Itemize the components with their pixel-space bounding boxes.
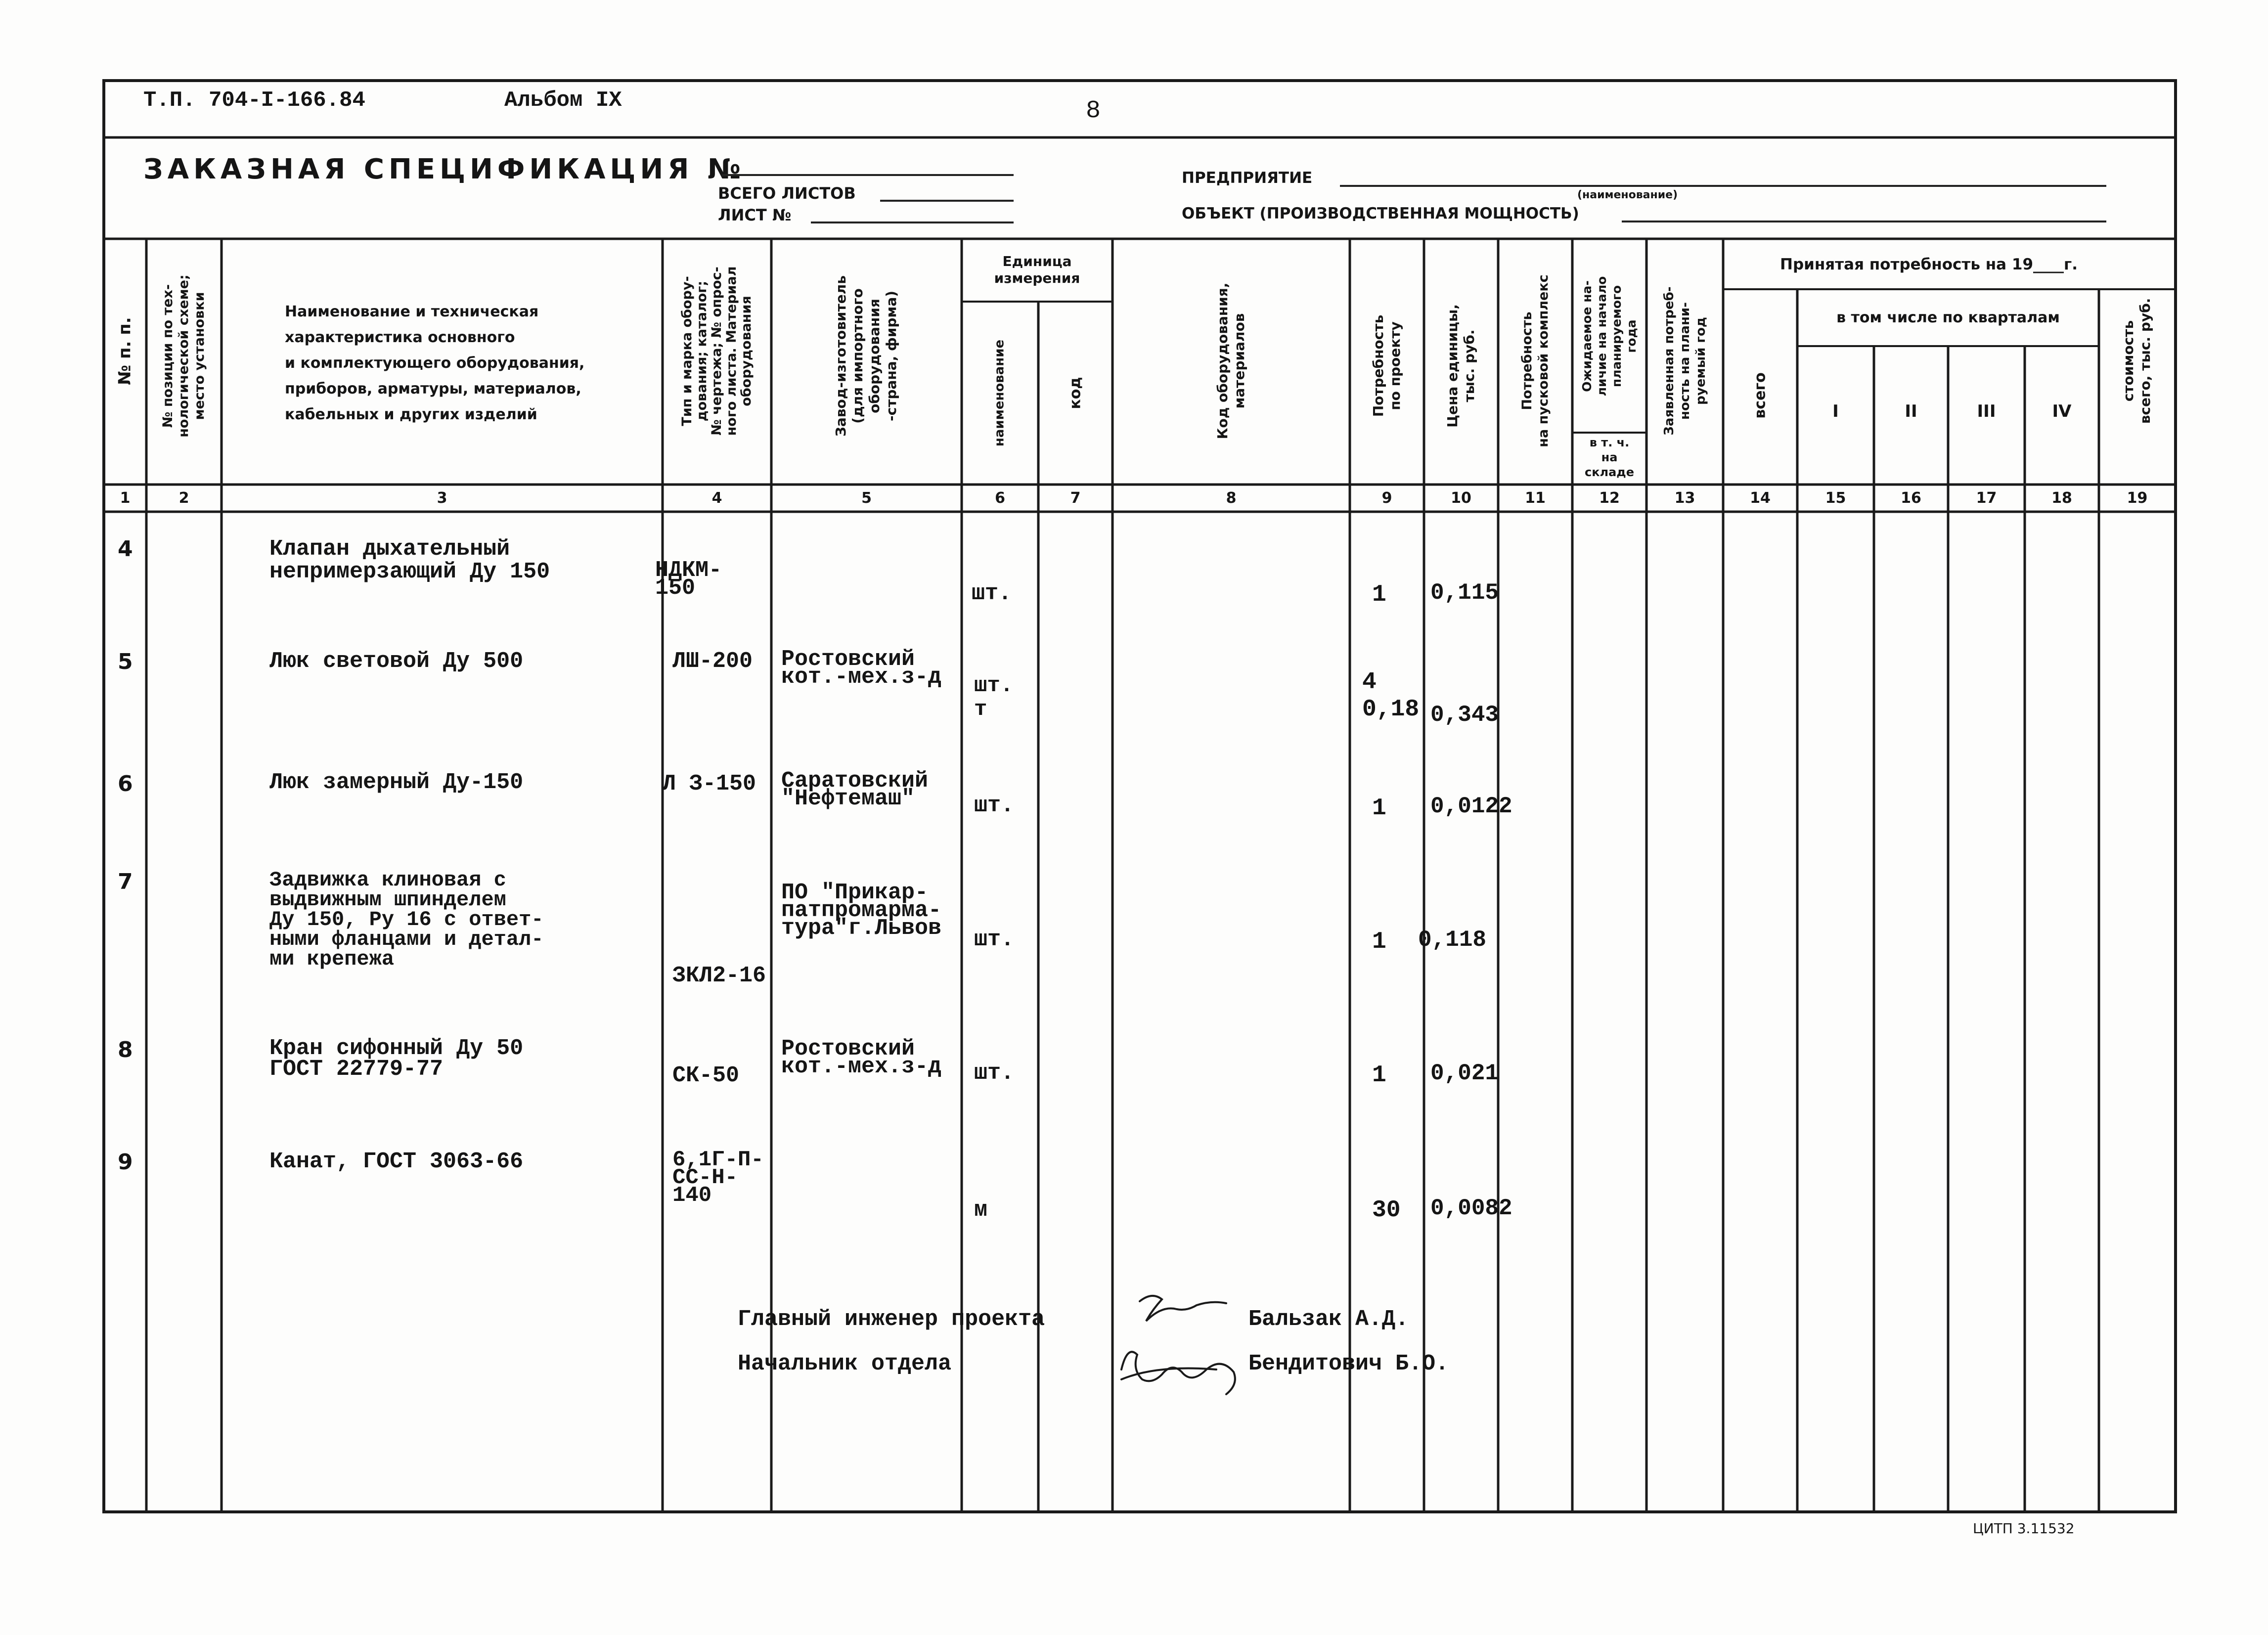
col-number: 12	[1599, 489, 1620, 507]
col-number: 15	[1825, 489, 1846, 507]
col-number: 5	[861, 489, 872, 507]
object-label: ОБЪЕКТ (ПРОИЗВОДСТВЕННАЯ МОЩНОСТЬ)	[1182, 205, 1579, 222]
row-maker: Саратовский "Нефтемаш"	[781, 768, 929, 811]
row-type: Л З-150	[663, 771, 756, 796]
col-number: 17	[1976, 489, 1997, 507]
row-unit: шт. т	[974, 673, 1014, 722]
signature-name: Бендитович Б.О.	[1248, 1351, 1449, 1376]
col-header-1: № п. п.	[115, 317, 135, 385]
col-number: 7	[1070, 489, 1081, 507]
signature-role: Начальник отдела	[738, 1351, 952, 1376]
footer-code: ЦИТП 3.11532	[1973, 1520, 2075, 1537]
col-number: 14	[1750, 489, 1771, 507]
row-qty: 30	[1372, 1197, 1401, 1224]
sheet-label: ЛИСТ №	[718, 206, 792, 224]
col-header-8: Код оборудования, материалов	[1214, 282, 1247, 440]
quarters-group-header: в том числе по кварталам	[1836, 309, 2060, 326]
signature-name: Бальзак А.Д.	[1248, 1307, 1409, 1332]
row-name: Люк световой Ду 500	[269, 649, 524, 674]
col-header-13: Заявленная потреб- ность на плани- руемый год	[1662, 286, 1708, 436]
enterprise-label: ПРЕДПРИЯТИЕ	[1182, 169, 1313, 187]
row-price: 0,021	[1430, 1061, 1499, 1086]
col-number: 2	[178, 489, 189, 507]
unit-group-header: Единица измерения	[994, 253, 1080, 286]
col-header-11: Потребность на пусковой комплекс	[1519, 274, 1551, 447]
accepted-group-header: Принятая потребность на 19____г.	[1780, 256, 2078, 273]
row-number: 6	[118, 771, 133, 796]
col-header-9: Потребность по проекту	[1370, 314, 1403, 417]
page-number: 8	[1086, 97, 1101, 125]
row-price: 0,0122	[1430, 794, 1512, 819]
row-type: СК-50	[672, 1063, 740, 1088]
row-unit: шт.	[974, 1061, 1015, 1086]
col-header-4: Тип и марка обору- дования; каталог; № чертежа; № опрос- ного листа. Материал оборудования	[679, 266, 754, 436]
row-unit: м	[974, 1197, 988, 1223]
col-header-q4: IV	[2052, 401, 2072, 421]
row-price: 0,118	[1418, 927, 1487, 953]
row-unit: шт.	[974, 927, 1015, 952]
album-label: Альбом IX	[504, 88, 622, 113]
col-header-q2: II	[1905, 401, 1917, 421]
row-price: 0,343	[1430, 702, 1499, 728]
row-number: 5	[118, 649, 133, 674]
row-qty: 1	[1372, 1062, 1386, 1089]
spec-number-blank	[722, 174, 1014, 176]
col-number: 3	[437, 489, 447, 507]
col-header-12-stock: в т. ч. на складе	[1585, 436, 1634, 479]
row-qty: 1	[1372, 928, 1386, 955]
col-header-6: наименование	[992, 339, 1007, 447]
col-header-q3: III	[1977, 401, 1996, 421]
row-unit: шт.	[974, 793, 1015, 818]
col-header-3: Наименование и техническая характеристика основного и комплектующего оборудования, приборов, арматуры, материалов, кабельных и других изделий	[285, 303, 585, 423]
row-qty: 1	[1372, 795, 1386, 822]
doc-title: ЗАКАЗНАЯ СПЕЦИФИКАЦИЯ №	[143, 153, 746, 185]
row-maker: Ростовский кот.-мех.з-д	[781, 647, 942, 690]
col-number: 9	[1381, 489, 1392, 507]
col-header-19: стоимость всего, тыс. руб.	[2120, 298, 2153, 424]
total-sheets-blank	[880, 200, 1014, 202]
row-number: 4	[118, 536, 133, 562]
row-name: Канат, ГОСТ 3063-66	[269, 1149, 524, 1174]
row-type: 6,1Г-П- СС-Н- 140	[672, 1148, 764, 1208]
row-name: Люк замерный Ду-150	[269, 770, 524, 795]
row-number: 8	[118, 1037, 133, 1062]
row-price: 0,0082	[1430, 1195, 1512, 1221]
col-header-5: Завод-изготовитель (для импортного оборудования -страна, фирма)	[833, 275, 899, 437]
col-number: 4	[712, 489, 722, 507]
col-header-7: код	[1067, 377, 1084, 409]
row-type: ЛШ-200	[672, 649, 753, 674]
total-sheets-label: ВСЕГО ЛИСТОВ	[718, 184, 856, 203]
row-type: НДКМ- 150	[655, 558, 722, 601]
row-name: Клапан дыхательный непримерзающий Ду 150	[269, 536, 550, 584]
col-number: 18	[2051, 489, 2072, 507]
col-number: 13	[1674, 489, 1695, 507]
row-maker: Ростовский кот.-мех.з-д	[781, 1036, 942, 1079]
row-qty: 1	[1372, 581, 1386, 608]
col-number: 8	[1226, 489, 1237, 507]
col-header-14: всего	[1751, 372, 1769, 419]
object-blank	[1622, 221, 2106, 222]
col-number: 6	[995, 489, 1005, 507]
row-maker: ПО "Прикар- патпромарма- тура"г.Львов	[781, 880, 942, 941]
col-number: 16	[1901, 489, 1921, 507]
row-price: 0,115	[1430, 580, 1499, 606]
sheet-number-blank	[811, 221, 1014, 223]
col-number: 10	[1451, 489, 1471, 507]
row-unit: шт.	[972, 581, 1012, 606]
row-name: Кран сифонный Ду 50 ГОСТ 22779-77	[269, 1036, 524, 1082]
col-number: 11	[1525, 489, 1546, 507]
col-header-q1: I	[1832, 401, 1839, 421]
row-name: Задвижка клиновая с выдвижным шпинделем Ду 150, Ру 16 с ответ- ными фланцами и детал- ми крепежа	[269, 868, 544, 971]
col-header-2: № позиции по тех- нологической схеме; место установки	[160, 274, 207, 438]
name-note: (наименование)	[1577, 189, 1678, 201]
col-number: 1	[120, 489, 131, 507]
row-qty: 4 0,18	[1362, 669, 1420, 723]
col-header-12: Ожидаемое на- личие на начало планируемого года	[1580, 276, 1639, 397]
row-number: 7	[118, 869, 133, 894]
signature-role: Главный инженер проекта	[738, 1307, 1045, 1332]
enterprise-blank	[1340, 185, 2106, 187]
row-number: 9	[118, 1149, 133, 1175]
col-header-10: Цена единицы, тыс. руб.	[1444, 304, 1477, 428]
row-type: ЗКЛ2-16	[672, 963, 766, 988]
col-number: 19	[2127, 489, 2148, 507]
project-code: Т.П. 704-I-166.84	[143, 88, 365, 113]
